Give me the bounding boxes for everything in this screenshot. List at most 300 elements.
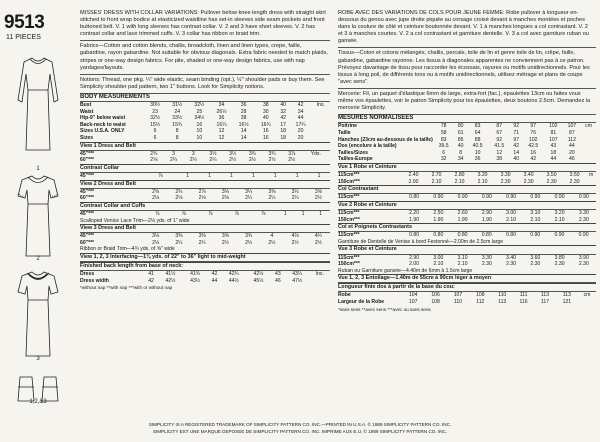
figure-label-3: 3	[36, 356, 40, 362]
cell-value	[312, 109, 330, 116]
cell-value: 42.5	[528, 143, 539, 150]
cell-value: 3⅛	[221, 188, 229, 195]
row-label: 115cm***	[338, 254, 360, 261]
cell-value: 47½	[292, 277, 303, 284]
table-row	[338, 143, 596, 150]
cell-value: 85	[457, 136, 464, 143]
table-row	[338, 292, 596, 299]
cell-value: 12	[218, 135, 225, 141]
cell-value: 107	[453, 292, 463, 299]
cell-value: 6	[442, 149, 446, 156]
cell-value: 1	[317, 172, 321, 179]
cell-value: 102	[529, 136, 538, 143]
cell-value: 2⅛	[152, 195, 160, 202]
cell-value	[581, 130, 596, 137]
cell-value: 16½	[238, 121, 249, 128]
cell-value: 78	[440, 123, 447, 130]
cell-value: 2.70	[431, 171, 442, 178]
dress-sketch-3	[8, 268, 68, 363]
cell-value: 3⅝	[221, 233, 229, 240]
cell-value: 2.10	[554, 216, 565, 223]
cell-value	[312, 128, 330, 135]
row-label: 115cm***	[338, 171, 360, 178]
cell-value: 3.10	[530, 209, 541, 216]
cell-value: 44	[297, 115, 304, 122]
cell-value: 3.20	[477, 171, 488, 178]
table-row	[80, 271, 330, 278]
row-label: Sizes	[80, 135, 94, 141]
cell-value: 40	[262, 115, 269, 122]
cell-value: 2.10	[454, 178, 465, 185]
cell-value: 16	[262, 128, 269, 135]
cell-value: 42	[148, 277, 154, 284]
cell-value: 2.80	[454, 171, 465, 178]
cell-value: 1.90	[409, 216, 420, 223]
cell-value: 58	[440, 129, 447, 136]
cell-value: 38	[240, 115, 247, 122]
cell-value: 3¾	[245, 233, 253, 240]
cell-value: 2¼	[291, 195, 299, 202]
cell-value: 2.40	[408, 171, 419, 178]
cell-value: 3.40	[523, 171, 534, 178]
cell-value: 23	[152, 108, 158, 115]
cell-value: 1	[301, 210, 305, 217]
table-row	[338, 210, 596, 217]
cell-value: 6	[153, 128, 157, 135]
row-label: Hanches (23cm au-dessous de la taille)	[338, 136, 433, 143]
table-row	[338, 156, 596, 163]
table-row	[80, 109, 330, 116]
cell-value: 87	[496, 123, 503, 130]
cell-value: 0.90	[457, 194, 468, 201]
cell-value: 107	[549, 136, 558, 143]
cell-value: 38	[262, 102, 269, 109]
cell-value: 92	[513, 123, 520, 130]
cell-value: 15¾	[172, 121, 183, 128]
cell-value: 3⅜	[198, 233, 206, 240]
french-yardage	[338, 163, 596, 306]
cell-value: 39.5	[438, 143, 449, 150]
cell-value: 3.00	[506, 209, 517, 216]
cell-value: 71	[513, 129, 520, 136]
cell-value: 12	[218, 128, 225, 135]
cell-value: 16	[530, 149, 537, 156]
cell-value: 2½	[248, 157, 256, 164]
cell-value: 0.80	[457, 232, 468, 239]
table-row	[80, 102, 330, 109]
cell-value: 3⅝	[314, 188, 322, 195]
cell-value: 116	[519, 299, 528, 306]
yardage-table	[80, 189, 330, 202]
row-label: Tailles/Sizes	[338, 149, 368, 156]
row-label: Garniture de Dentelle de Venise à bord Festonné—2.00m de 2.5cm large	[338, 238, 504, 245]
cell-value: 20	[297, 128, 304, 135]
cell-value: 33½	[172, 115, 183, 122]
cell-value: 67	[496, 129, 503, 136]
table-row	[338, 130, 596, 137]
cell-value: ⅞	[158, 172, 163, 179]
yardage-table	[338, 210, 596, 223]
english-nap-note: *without nap **with nap ***with or without nap	[80, 285, 173, 291]
cell-value: ⅞	[261, 210, 266, 217]
yardage-table	[80, 233, 330, 253]
row-label: Taille	[338, 129, 351, 136]
cell-value: 3⅞	[288, 150, 296, 157]
yardage-group-title: Vue 1 Robe et Ceinture	[338, 163, 596, 172]
yardage-table	[338, 172, 596, 185]
cell-value: 2⅛	[198, 195, 206, 202]
cell-value: 2½	[245, 239, 253, 246]
cell-value: 2.10	[477, 178, 488, 185]
cell-value: cm	[585, 123, 592, 130]
french-measurements-title: MESURES NORMALISEES	[338, 115, 596, 123]
english-column	[80, 8, 330, 291]
cell-value: 44	[569, 143, 575, 150]
row-label: 45"***	[80, 172, 95, 179]
cell-value: 112	[476, 299, 485, 306]
cell-value: 30	[262, 108, 269, 115]
footer-english: SIMPLICITY IS A REGISTERED TRADEMARK OF SIMPLICITY PATTERN CO. INC.—PRINTED IN U.S.A. © 1989 SIMPLICITY PATTERN CO. INC.	[148, 422, 452, 427]
french-tissus: Tissus—Coton et cotons mélangés, challis, percale, toile de lin et genre toile de lin, crêpe, faille, gabardine, gabardine rayonne. Les tissus à diagonales apparentes ne conviennent pas à ce patron. Prévoyez davantage de tissu pour raccorder les écossais, rayures ou motifs unidirectionnels. Pour les tissus à long poil, de différents tons ou à motifs unidirectionnels, utilisez métrage et plans de coupe "avec sens".	[338, 48, 596, 88]
yardage-group-title: View 1 Dress and Belt	[80, 142, 330, 151]
cell-value: 25	[196, 108, 203, 115]
cell-value: 3.10	[457, 254, 468, 261]
table-row	[338, 232, 596, 239]
cell-value: 36	[240, 102, 247, 109]
table-row	[80, 135, 330, 142]
cell-value: 36	[474, 156, 481, 163]
cell-value: 112	[567, 136, 576, 143]
cell-value: 110	[453, 299, 462, 306]
cell-value: 18	[550, 149, 557, 156]
cell-value: 14	[513, 149, 520, 156]
row-label: 45"***	[80, 188, 95, 195]
cell-value: 76	[530, 129, 537, 136]
table-row	[338, 172, 596, 179]
row-label: Sizes U.S.A. ONLY	[80, 128, 125, 135]
row-label: Bust	[80, 102, 92, 109]
cell-value: 36	[218, 115, 225, 122]
figure-label-1: 1	[36, 166, 40, 172]
cell-value: 40	[513, 156, 520, 163]
cell-value: 2.30	[506, 261, 517, 268]
cell-value: 32	[280, 108, 286, 115]
yardage-group-title: Longueur finie dos à partir de la base du cou:	[338, 283, 596, 292]
cell-value: 2.30	[554, 261, 565, 268]
table-row	[80, 218, 330, 225]
cell-value: 32½	[194, 102, 205, 109]
cell-value: 1	[283, 210, 287, 217]
row-label: 45"***	[80, 233, 95, 240]
cell-value: 43	[550, 143, 557, 150]
cell-value: 3	[191, 150, 195, 157]
dress-sketch-1	[8, 50, 68, 165]
figure-view-3	[8, 268, 68, 368]
row-label: Robe	[338, 292, 351, 299]
cell-value: 40	[457, 143, 464, 150]
table-row	[80, 211, 330, 218]
cell-value: 44	[211, 277, 218, 284]
cell-value: 2¾	[150, 150, 158, 157]
cell-value: 2.10	[431, 178, 442, 185]
row-label: Largeur de la Robe	[338, 299, 385, 306]
cell-value: 16	[196, 121, 203, 128]
cell-value	[581, 137, 596, 144]
dress-sketch-2	[8, 172, 68, 262]
cell-value: 2.30	[500, 178, 511, 185]
cell-value: 15½	[150, 121, 161, 128]
cell-value: 3½	[229, 150, 237, 157]
cell-value: 42	[297, 102, 304, 109]
cell-value: 2.90	[409, 254, 420, 261]
cell-value: 2.10	[457, 261, 468, 268]
table-row	[80, 173, 330, 180]
cell-value: 10	[196, 135, 203, 141]
cell-value	[312, 135, 330, 142]
cell-value	[312, 122, 330, 129]
cell-value: 42	[530, 156, 537, 163]
cell-value: 43	[275, 271, 281, 278]
cell-value: 34½	[194, 115, 205, 122]
yardage-group-title: Contrast Collar	[80, 164, 330, 173]
french-measurements-table	[338, 123, 596, 163]
cell-value: 30½	[150, 102, 161, 109]
yardage-group-title: View 3 Dress and Belt	[80, 224, 330, 233]
body-measurements-table	[80, 102, 330, 142]
table-row	[338, 123, 596, 130]
cell-value: 61	[457, 129, 464, 136]
cell-value: 2.00	[408, 178, 419, 185]
cell-value: 2¼	[198, 239, 206, 246]
row-label: Back-neck to waist	[80, 121, 126, 128]
cell-value: 3.50	[546, 171, 557, 178]
english-description: MISSES' DRESS WITH COLLAR VARIATIONS: Pullover below knee length dress with straight skirt stitched to front wrap bodice at elasticized waistline has set-in sleeves side seam pockets and front buttoned belt. V. 1 with long sleeves has contrast collar. V. 2 and 3 have short sleeves. V. 2 has contrast collar and lace trimmed cuffs. V. 3 collar has ribbon or braid trim.	[80, 8, 330, 41]
row-label: 115cm***	[338, 209, 360, 216]
cell-value: 1	[230, 172, 233, 179]
cell-value: 3.40	[506, 254, 517, 261]
cell-value: 2½	[291, 239, 299, 246]
cell-value: 1	[295, 172, 299, 179]
row-label: Ruban ou Garniture gansée—4.40m de 6mm à 1.5cm large	[338, 267, 473, 274]
yardage-table	[338, 194, 596, 201]
cell-value: 2.30	[523, 178, 534, 185]
cell-value: 16¾	[260, 121, 271, 128]
cell-value: 41	[148, 271, 154, 278]
yardage-group-title: Finished back length from base of neck:	[80, 262, 330, 271]
cell-value: 42½	[253, 271, 264, 278]
row-label: 150cm***	[338, 261, 360, 268]
english-fabrics: Fabrics—Cotton and cotton blends, challis, broadcloth, linen and linen types, crepe, faille, gabardine, rayon gabardine. Not suitable for obvious diagonals. Extra fabric needed to match plaids, stripes or one-way design fabrics. For pile, shaded or one-way design fabrics, use with nap yardages/layouts.	[80, 41, 330, 74]
cell-value: 2½	[268, 239, 276, 246]
cell-value: 2.10	[530, 216, 541, 223]
cell-value: 3¾	[268, 150, 276, 157]
cell-value: 121	[562, 299, 572, 306]
cell-value	[578, 299, 596, 306]
cell-value: 0.90	[554, 232, 565, 239]
cell-value: 2¼	[268, 195, 276, 202]
cell-value: 41.5	[494, 143, 505, 150]
cell-value: 0.90	[506, 194, 517, 201]
cell-value: 6	[153, 135, 157, 141]
cell-value: 111	[519, 292, 528, 299]
cell-value: 1	[319, 210, 323, 217]
cell-value: 17	[280, 121, 286, 128]
cell-value: 2.30	[546, 178, 557, 185]
english-yardage	[80, 142, 330, 285]
table-row	[338, 217, 596, 224]
cell-value: 0.90	[530, 232, 541, 239]
cell-value: 42	[513, 143, 520, 150]
cell-value: 44½	[228, 277, 239, 284]
cell-value: 41¾	[190, 271, 201, 278]
row-label: 150cm***	[338, 216, 360, 223]
row-label: 115cm***	[338, 232, 360, 239]
cell-value: 3½	[209, 150, 217, 157]
cell-value: 1	[251, 172, 255, 179]
cell-value: 3¾	[248, 150, 256, 157]
table-row	[80, 195, 330, 202]
figure-label-all: 1,2,&3	[29, 399, 47, 405]
cell-value: 117	[540, 299, 550, 306]
figure-label-2: 2	[36, 256, 40, 262]
table-row	[80, 157, 330, 164]
footer-french: SIMPLICITY EST UNE MARQUE DEPOSEE DE SIMPLICITY PATTERN CO. INC. IMPRIME AUX E.U. © 1989 SIMPLICITY PATTERN CO. INC.	[152, 429, 448, 434]
cell-value: 0.80	[409, 232, 420, 239]
cell-value: 0.90	[481, 194, 492, 201]
row-label: Hip-9" below waist	[80, 115, 126, 122]
cell-value: 2.10	[433, 261, 444, 268]
left-column	[0, 0, 80, 442]
cell-value: 2⅞	[198, 188, 206, 195]
table-row	[80, 115, 330, 122]
table-row	[80, 189, 330, 196]
cell-value: 14	[240, 135, 247, 141]
table-row	[338, 194, 596, 201]
yardage-table	[338, 232, 596, 245]
cell-value: Ins.	[316, 102, 325, 109]
cell-value: 0.80	[433, 232, 444, 239]
cell-value: 10	[196, 128, 203, 135]
cell-value: 43½	[190, 277, 201, 284]
cell-value: 14	[240, 128, 247, 135]
cell-value: 2.30	[569, 178, 580, 185]
row-label: 150cm***	[338, 178, 360, 185]
cell-value: 3.80	[554, 254, 565, 261]
table-row	[80, 246, 330, 253]
cell-value: 0.80	[481, 232, 492, 239]
cell-value: 2.90	[481, 209, 492, 216]
cell-value: 2½	[268, 157, 276, 164]
yardage-group-title: Vue 2 Robe et Ceinture	[338, 201, 596, 210]
cell-value: 3.60	[530, 254, 541, 261]
cell-value: 3⅜	[175, 233, 183, 240]
yardage-table	[80, 151, 330, 164]
cell-value: 0.90	[530, 194, 541, 201]
cell-value: 102	[549, 123, 558, 130]
cell-value: m	[588, 171, 594, 178]
cell-value: 18	[280, 135, 286, 141]
cell-value: 108	[476, 292, 485, 299]
cell-value: 46	[275, 277, 281, 284]
cell-value: 44	[550, 156, 557, 163]
cell-value: 34	[297, 108, 304, 115]
french-nap-note: *sans sens **avec sens ***avec ou sans sens	[338, 306, 431, 312]
cell-value: 80	[457, 123, 464, 130]
table-row	[338, 261, 596, 268]
yardage-group-title: Col et Poignets Contrastants	[338, 223, 596, 232]
cell-value: 2½	[221, 239, 229, 246]
cell-value: 26½	[216, 108, 227, 115]
cell-value	[581, 156, 596, 163]
cell-value: 3.00	[433, 254, 444, 261]
cell-value: 8	[459, 149, 463, 156]
figure-view-2	[8, 172, 68, 267]
cell-value: 2⅛	[221, 195, 229, 202]
cell-value: 106	[431, 292, 440, 299]
cell-value: 20	[297, 135, 304, 141]
cell-value: 4¼	[314, 233, 322, 240]
table-row	[80, 240, 330, 247]
cell-value: 18	[280, 128, 286, 135]
cell-value: 12	[496, 149, 503, 156]
yardage-group-title: Vue 3 Robe et Ceinture	[338, 245, 596, 254]
cell-value	[312, 115, 330, 122]
row-label: Dos (encolure à la taille)	[338, 143, 397, 150]
cell-value: 0.90	[433, 194, 444, 201]
row-label: 60"***	[80, 157, 95, 164]
cell-value: 92	[496, 136, 503, 143]
pattern-number: 9513	[4, 12, 45, 33]
row-label: 45"***	[80, 150, 95, 157]
cell-value: 38	[496, 156, 503, 163]
cell-value: 2¼	[189, 157, 197, 164]
cell-value: 88	[474, 136, 481, 143]
cell-value: 2½	[288, 157, 296, 164]
cell-value	[586, 179, 596, 186]
cell-value	[310, 278, 330, 285]
table-row	[338, 255, 596, 262]
yardage-group-title: Contrast Collar and Cuffs	[80, 202, 330, 211]
cell-value: 1.90	[457, 216, 468, 223]
cell-value: 2.60	[457, 209, 468, 216]
yardage-group-title: Vue 1, 2, 3 Entoilage—1.40m de 55cm à 90cm léger à moyen	[338, 274, 596, 283]
cell-value: 46	[569, 156, 575, 163]
cell-value: 2¼	[245, 195, 253, 202]
cell-value: 31½	[172, 102, 183, 109]
cell-value: 2.00	[409, 261, 420, 268]
cell-value: ⅞	[208, 210, 213, 217]
cell-value: 45½	[253, 277, 264, 284]
body-measurements-title: BODY MEASUREMENTS	[80, 94, 330, 102]
cell-value: 2¼	[209, 157, 217, 164]
cell-value: 2⅝	[152, 188, 160, 195]
cell-value: 1	[186, 172, 190, 179]
cell-value: 42½	[165, 277, 176, 284]
cell-value: 42	[211, 271, 218, 278]
row-label: 115cm***	[338, 194, 360, 201]
yardage-table	[80, 271, 330, 284]
cell-value: 113	[498, 299, 507, 306]
cell-value: 110	[498, 292, 507, 299]
cell-value: 104	[408, 292, 418, 299]
cell-value: 41½	[165, 271, 176, 278]
cell-value: 2⅛	[150, 157, 158, 164]
cell-value: 3.50	[569, 171, 580, 178]
cell-value: 24	[174, 108, 181, 115]
row-label: Ribbon or Braid Trim—4¾ yds. of ⅝" wide	[80, 246, 175, 253]
cell-value: 81	[550, 129, 557, 136]
cell-value: 64	[474, 129, 481, 136]
